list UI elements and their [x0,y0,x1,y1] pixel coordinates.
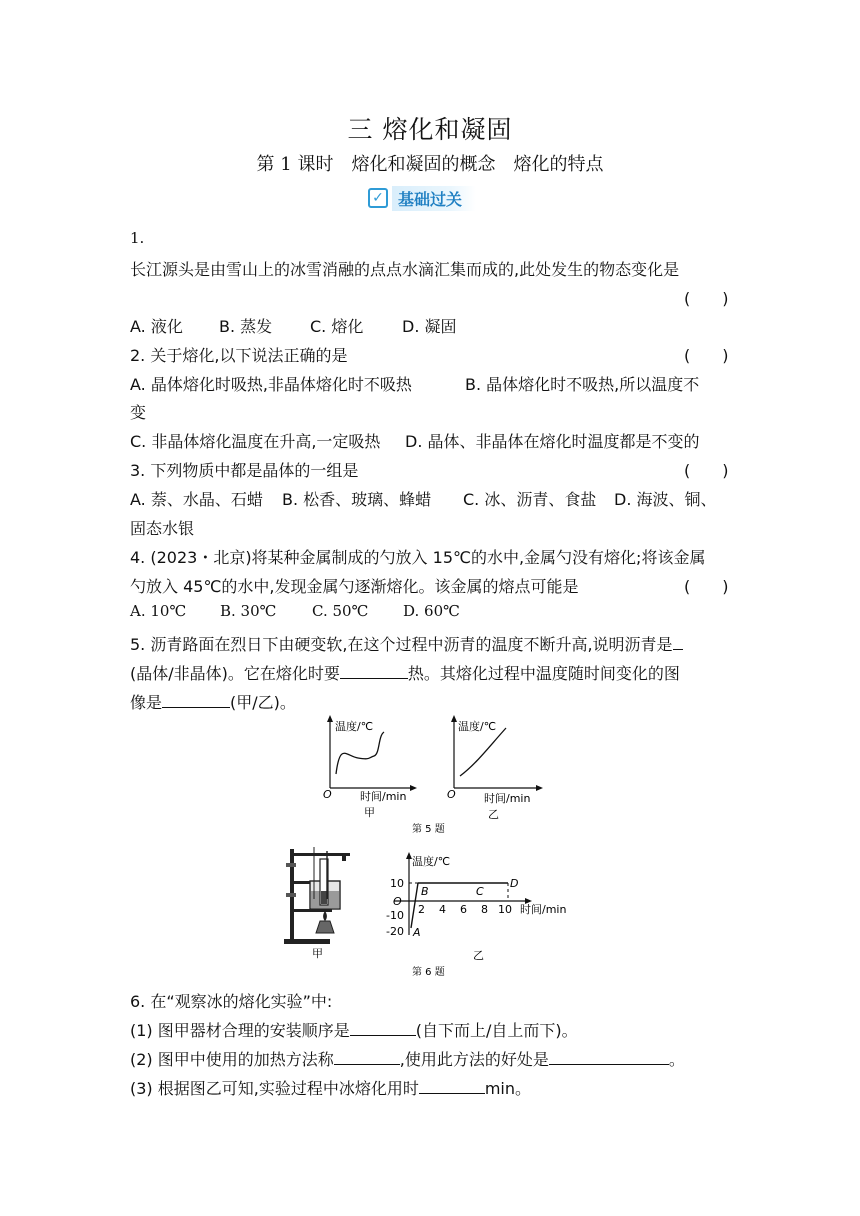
q1-option-c: C. 熔化 [310,317,364,336]
q6-part1-text-b: (自下而上/自上而下)。 [415,1021,578,1040]
q6-part3-text-a: (3) 根据图乙可知,实验过程中冰熔化用时 [130,1079,419,1098]
q5-graph-jia [323,715,417,819]
q3-answer-paren: ( ) [684,461,729,480]
q3-option-d-continued: 固态水银 [130,519,195,538]
q6-graph-label: 乙 [473,949,484,962]
q5-jia-x-arrow [410,785,417,791]
q2-option-a: A. 晶体熔化时吸热,非晶体熔化时不吸热 [130,375,412,394]
q4-answer-paren: ( ) [684,577,729,596]
q1-number: 1. [130,229,145,247]
q6-ylabel: 温度/℃ [412,855,451,868]
q5-stem-text-2b: 热。其熔化过程中温度随时间变化的图 [407,664,680,683]
q6-part3 [130,1076,531,1099]
check-icon: ✓ [368,188,388,208]
section-badge [368,186,476,210]
q3-option-c: C. 冰、沥青、食盐 [463,490,597,509]
clamp-knob-1 [286,863,296,867]
q5-yi-origin: O [447,788,456,801]
q4-option-a: A. 10℃ [130,602,187,620]
q2-answer-paren: ( ) [684,346,729,365]
q5-stem-text-3a: 像是 [130,693,163,712]
q4-stem-line1: 4. (2023・北京)将某种金属制成的勺放入 15℃的水中,金属勺没有熔化;将该金属 [130,548,706,567]
q4-option-b: B. 30℃ [220,602,277,620]
q6-part1-text-a: (1) 图甲器材合理的安装顺序是 [130,1021,350,1040]
clamp-jaw [342,853,346,861]
q6-origin: O [393,895,402,908]
q3-option-a: A. 萘、水晶、石蜡 [130,490,263,509]
section-badge-label: 基础过关 [392,186,476,211]
q5-stem-text-2a: (晶体/非晶体)。它在熔化时要 [130,664,340,683]
q5-jia-label: 甲 [364,806,375,819]
q5-figure-caption: 第 5 题 [412,824,445,835]
q1-option-a: A. 液化 [130,317,183,336]
q5-jia-y-arrow [327,715,333,722]
q6-point-d: D [510,877,519,890]
q6-blank-3[interactable] [549,1048,669,1065]
q6-xtick-2: 2 [418,903,425,916]
q6-xtick-6: 6 [460,903,467,916]
q5-graph-yi [447,715,543,821]
q6-ytick-10: 10 [390,877,404,890]
q6-figure [280,843,580,983]
q2-option-d: D. 晶体、非晶体在熔化时温度都是不变的 [405,432,700,451]
q6-apparatus-label: 甲 [312,947,323,960]
q4-option-c: C. 50℃ [312,602,369,620]
q5-stem-line1 [130,632,683,655]
q6-ytick-neg10: -10 [386,909,404,922]
test-tube-ice [321,891,327,904]
q6-point-c: C [476,885,484,898]
q5-yi-x-arrow [536,785,543,791]
q5-jia-ylabel: 温度/℃ [335,720,374,733]
q6-graph [386,852,566,962]
q1-option-d: D. 凝固 [402,317,457,336]
q6-apparatus [284,847,350,960]
q3-option-d: D. 海波、铜、 [614,490,717,509]
q6-part2-text-a: (2) 图甲中使用的加热方法称 [130,1050,334,1069]
q6-part1 [130,1018,578,1041]
alcohol-lamp-icon [316,921,334,933]
q1-answer-paren: ( ) [684,289,729,308]
q5-yi-curve [460,728,506,776]
clamp-top [290,853,350,856]
q6-blank-2[interactable] [334,1048,400,1065]
q6-blank-4[interactable] [419,1077,485,1094]
q6-xtick-10: 10 [498,903,512,916]
q6-figure-caption: 第 6 题 [412,967,445,978]
q2-option-b-continued: 变 [130,403,147,422]
q6-part2-text-b: ,使用此方法的好处是 [399,1050,549,1069]
q6-blank-1[interactable] [350,1019,416,1036]
q5-blank-1[interactable] [673,633,683,650]
q6-intro: 6. 在“观察冰的熔化实验”中: [130,992,333,1011]
q5-stem-text-1: 5. 沥青路面在烈日下由硬变软,在这个过程中沥青的温度不断升高,说明沥青是 [130,635,673,654]
q5-stem-line3 [130,690,296,713]
q6-part2-text-c: 。 [668,1050,685,1069]
lesson-subtitle: 第 1 课时 熔化和凝固的概念 熔化的特点 [256,154,604,175]
q5-yi-ylabel: 温度/℃ [458,720,497,733]
q3-stem: 3. 下列物质中都是晶体的一组是 [130,461,359,480]
q5-yi-label: 乙 [488,808,499,821]
page-title: 三 熔化和凝固 [347,115,513,144]
q5-figure [300,712,560,840]
q2-option-b: B. 晶体熔化时不吸热,所以温度不 [465,375,700,394]
q6-part2 [130,1047,685,1070]
q6-segment-ab [411,883,418,928]
q5-jia-curve [336,732,384,774]
q3-option-b: B. 松香、玻璃、蜂蜡 [282,490,432,509]
q6-xtick-8: 8 [481,903,488,916]
q1-option-b: B. 蒸发 [219,317,273,336]
q6-part3-text-b: min。 [484,1079,532,1098]
q6-xtick-4: 4 [439,903,446,916]
q5-blank-2[interactable] [340,662,408,679]
q5-yi-xlabel: 时间/min [484,792,531,805]
q6-point-b: B [421,885,429,898]
q6-ytick-neg20: -20 [386,925,404,938]
clamp-knob-2 [286,893,296,897]
q4-stem-line2: 勺放入 45℃的水中,发现金属勺逐渐熔化。该金属的熔点可能是 [130,577,579,596]
q1-stem: 长江源头是由雪山上的冰雪消融的点点水滴汇集而成的,此处发生的物态变化是 [130,260,680,279]
q6-xlabel: 时间/min [520,903,567,916]
q5-blank-3[interactable] [162,691,230,708]
q5-stem-text-3b: (甲/乙)。 [230,693,296,712]
q2-stem: 2. 关于熔化,以下说法正确的是 [130,346,348,365]
q5-stem-line2 [130,661,680,684]
q4-option-d: D. 60℃ [403,602,460,620]
q2-option-c: C. 非晶体熔化温度在升高,一定吸热 [130,432,381,451]
flame-icon [323,911,327,921]
q6-point-a: A [413,926,421,939]
q5-jia-origin: O [323,788,332,801]
q5-yi-y-arrow [451,715,457,722]
q5-jia-xlabel: 时间/min [360,790,407,803]
